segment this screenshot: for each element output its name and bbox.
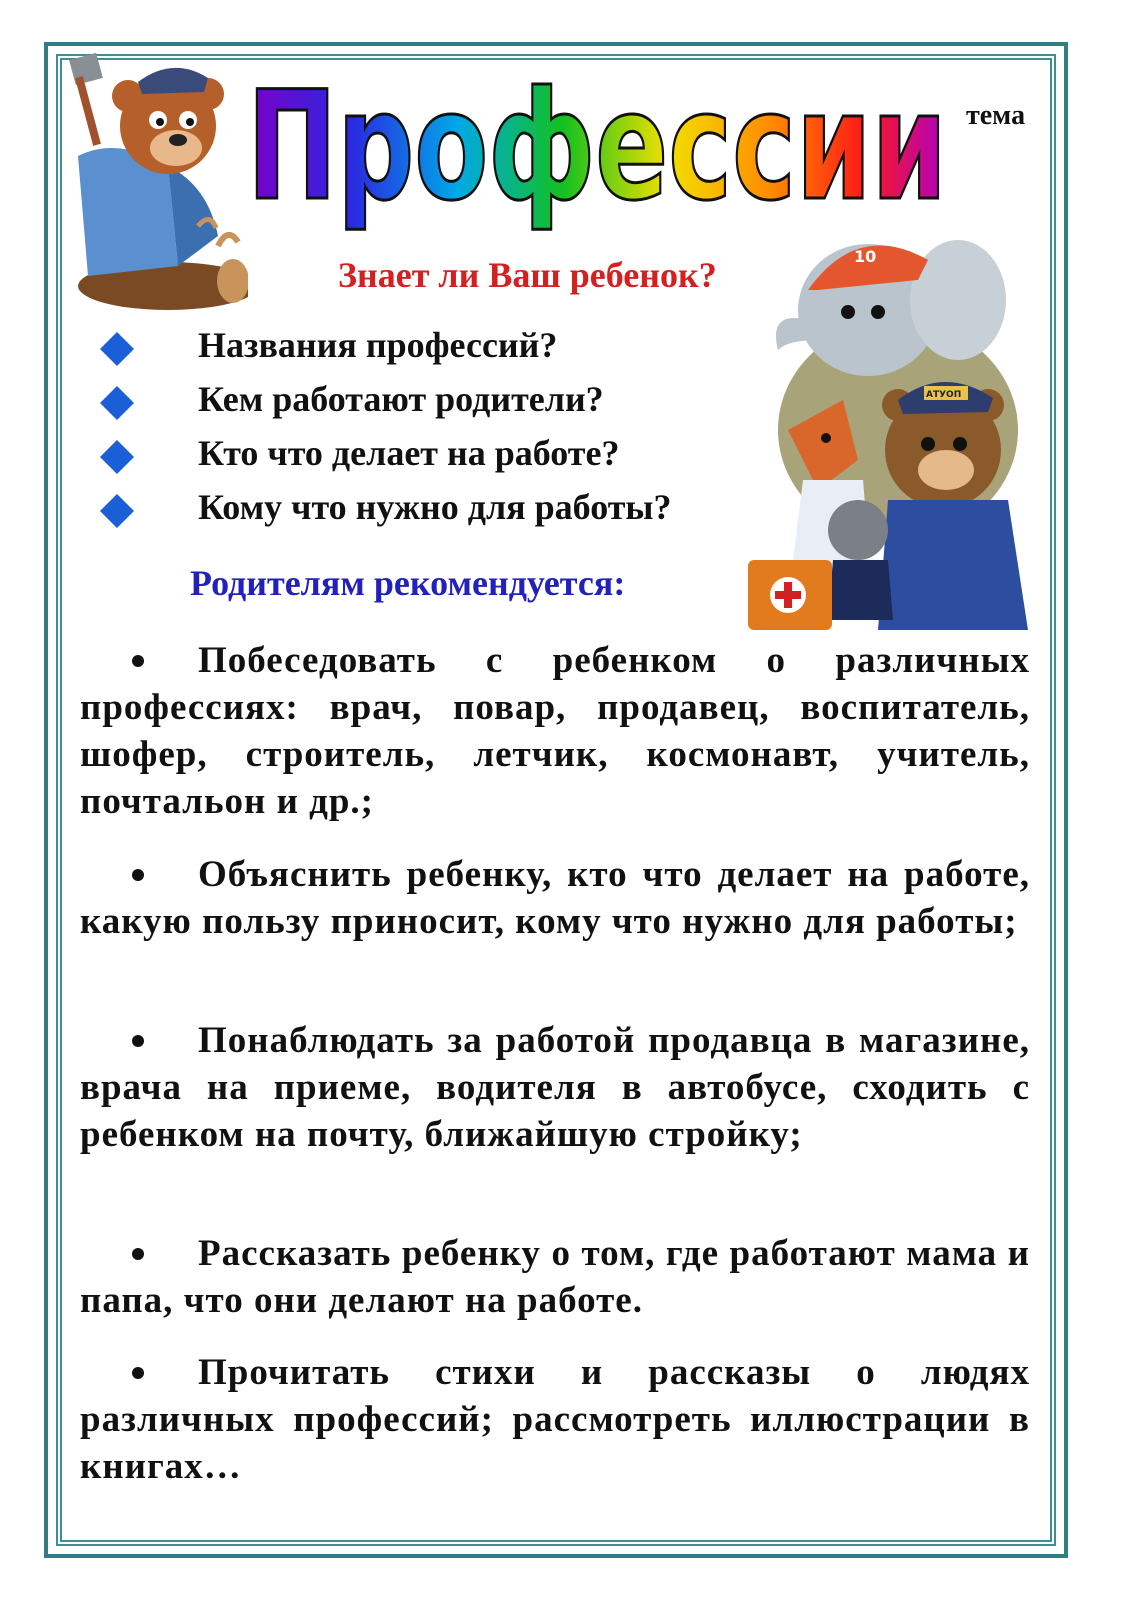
bullet-dot-icon [132,869,144,881]
diamond-bullet-icon [98,438,136,476]
subtitle: Знает ли Ваш ребенок? [338,255,717,295]
question-text: Кем работают родители? [198,379,604,419]
helmet-number: 10 [854,247,877,266]
bullet-dot-icon [132,1035,144,1047]
animal-group-illustration [748,200,1048,645]
recommendation-text: Побеседовать с ребенком о различных профессиях: врач, повар, продавец, воспитатель, шофер, строитель, летчик, космонавт, учитель, почтальон и др.; [80,640,1030,822]
cap-badge-text: АТУОП [926,390,962,400]
bear-carpenter-illustration [58,36,248,316]
question-text: Названия профессий? [198,325,558,365]
recommendation-item [80,1349,1030,1490]
recommendation-text: Рассказать ребенку о том, где работают мама и папа, что они делают на работе. [80,1233,1030,1321]
recommend-heading: Родителям рекомендуется: [190,563,626,603]
recommendation-item [80,1017,1030,1158]
question-text: Кому что нужно для работы? [198,487,672,527]
question-text: Кто что делает на работе? [198,433,620,473]
title-text: Профессии [247,60,947,234]
recommendation-text: Понаблюдать за работой продавца в магазине, врача на приеме, водителя в автобусе, сходить с ребенком на почту, ближайшую стройку; [80,1020,1030,1155]
diamond-bullet-icon [98,384,136,422]
animal-professions-icon [748,200,1048,645]
recommendation-item [80,1230,1030,1324]
diamond-bullet-icon [98,492,136,530]
bullet-dot-icon [132,655,144,667]
bullet-dot-icon [132,1248,144,1260]
bear-carpenter-icon [58,36,248,316]
recommendation-text: Прочитать стихи и рассказы о людях различных профессий; рассмотреть иллюстрации в книгах… [80,1352,1030,1487]
recommendation-item [80,637,1030,825]
recommendation-item [80,851,1030,945]
bullet-dot-icon [132,1367,144,1379]
recommendation-text: Объяснить ребенку, кто что делает на работе, какую пользу приносит, кому что нужно для работы; [80,854,1030,942]
diamond-bullet-icon [98,330,136,368]
tema-label: тема [966,100,1026,131]
